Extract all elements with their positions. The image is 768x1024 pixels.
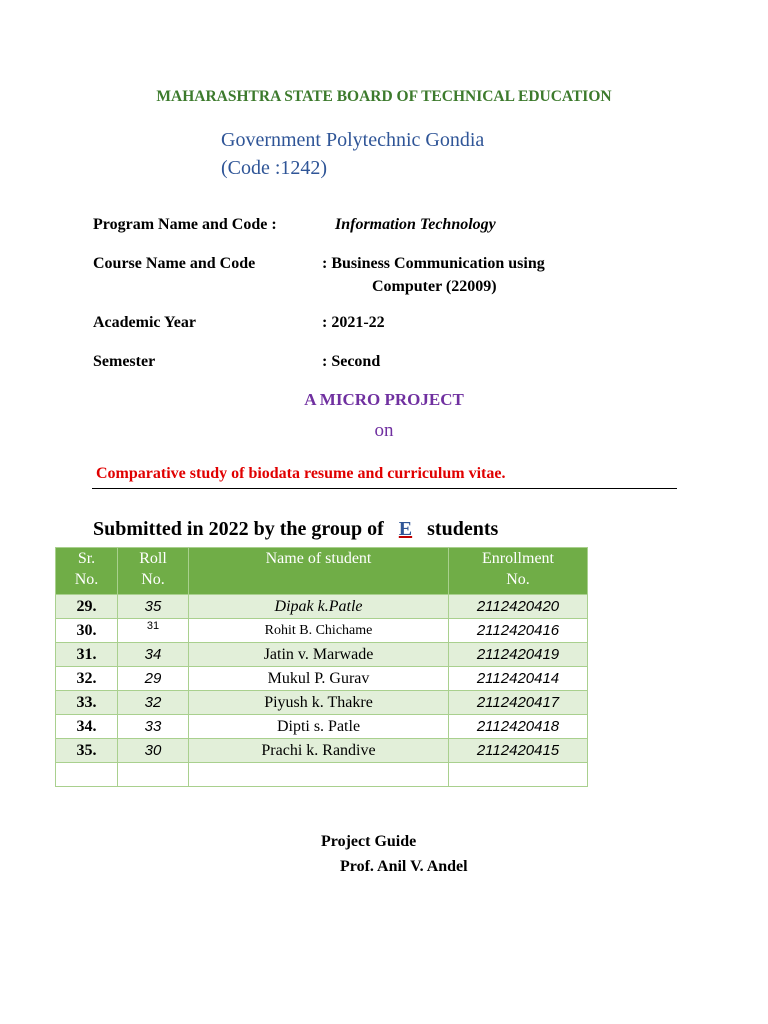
college-code: (Code :1242) — [221, 157, 328, 179]
name-cell: Rohit B. Chichame — [189, 619, 449, 643]
empty-cell — [189, 763, 449, 787]
name-cell: Mukul P. Gurav — [189, 667, 449, 691]
roll-cell: 33 — [118, 715, 189, 739]
project-guide-label: Project Guide — [321, 833, 417, 850]
year-value: : 2021-22 — [322, 314, 385, 331]
roll-cell: 31 — [118, 619, 189, 643]
semester-value: : Second — [322, 353, 381, 370]
enrollment-cell: 2112420417 — [449, 691, 588, 715]
table-row — [56, 619, 588, 643]
program-label: Program Name and Code : — [93, 216, 277, 233]
board-title: MAHARASHTRA STATE BOARD OF TECHNICAL EDUCATION — [156, 88, 612, 105]
year-label: Academic Year — [93, 314, 196, 331]
name-cell: Prachi k. Randive — [189, 739, 449, 763]
roll-cell: 32 — [118, 691, 189, 715]
submission-suffix: students — [427, 518, 499, 540]
name-cell: Dipti s. Patle — [189, 715, 449, 739]
name-cell: Dipak k.Patle — [189, 595, 449, 619]
roll-cell: 29 — [118, 667, 189, 691]
enrollment-cell: 2112420418 — [449, 715, 588, 739]
sr-cell: 35. — [56, 739, 118, 763]
table-row — [56, 667, 588, 691]
sr-cell: 31. — [56, 643, 118, 667]
sr-cell: 34. — [56, 715, 118, 739]
name-cell: Jatin v. Marwade — [189, 643, 449, 667]
sr-cell: 33. — [56, 691, 118, 715]
roll-cell: 30 — [118, 739, 189, 763]
table-row — [56, 595, 588, 619]
course-value-line2: Computer (22009) — [372, 278, 497, 295]
submission-line — [93, 518, 498, 541]
topic-underline-rule — [92, 488, 677, 489]
roll-cell: 34 — [118, 643, 189, 667]
header-enrollment-no: Enrollment No. — [449, 548, 588, 595]
group-letter: E — [398, 518, 413, 540]
empty-cell — [118, 763, 189, 787]
sr-cell: 32. — [56, 667, 118, 691]
project-topic: Comparative study of biodata resume and curriculum vitae. — [96, 465, 506, 482]
enrollment-cell: 2112420416 — [449, 619, 588, 643]
table-header-row — [56, 548, 588, 595]
table-row — [56, 691, 588, 715]
header-student-name: Name of student — [189, 548, 449, 595]
enrollment-cell: 2112420414 — [449, 667, 588, 691]
program-value: Information Technology — [335, 216, 496, 233]
empty-cell — [449, 763, 588, 787]
enrollment-cell: 2112420419 — [449, 643, 588, 667]
semester-label: Semester — [93, 353, 156, 370]
sr-cell: 29. — [56, 595, 118, 619]
table-row — [56, 739, 588, 763]
college-block — [221, 126, 484, 182]
students-table — [55, 547, 588, 787]
on-label: on — [374, 420, 394, 441]
table-row — [56, 643, 588, 667]
course-value-line1: : Business Communication using — [322, 255, 545, 272]
table-row — [56, 715, 588, 739]
header-roll-no: Roll No. — [118, 548, 189, 595]
sr-cell: 30. — [56, 619, 118, 643]
enrollment-cell: 2112420420 — [449, 595, 588, 619]
header-sr-no: Sr. No. — [56, 548, 118, 595]
enrollment-cell: 2112420415 — [449, 739, 588, 763]
table-row-empty — [56, 763, 588, 787]
college-name: Government Polytechnic Gondia — [221, 129, 485, 151]
course-label: Course Name and Code — [93, 255, 256, 272]
micro-project-heading: A MICRO PROJECT — [304, 390, 464, 409]
submission-prefix: Submitted in 2022 by the group of — [93, 518, 384, 540]
project-guide-name: Prof. Anil V. Andel — [340, 858, 468, 875]
roll-cell: 35 — [118, 595, 189, 619]
name-cell: Piyush k. Thakre — [189, 691, 449, 715]
empty-cell — [56, 763, 118, 787]
